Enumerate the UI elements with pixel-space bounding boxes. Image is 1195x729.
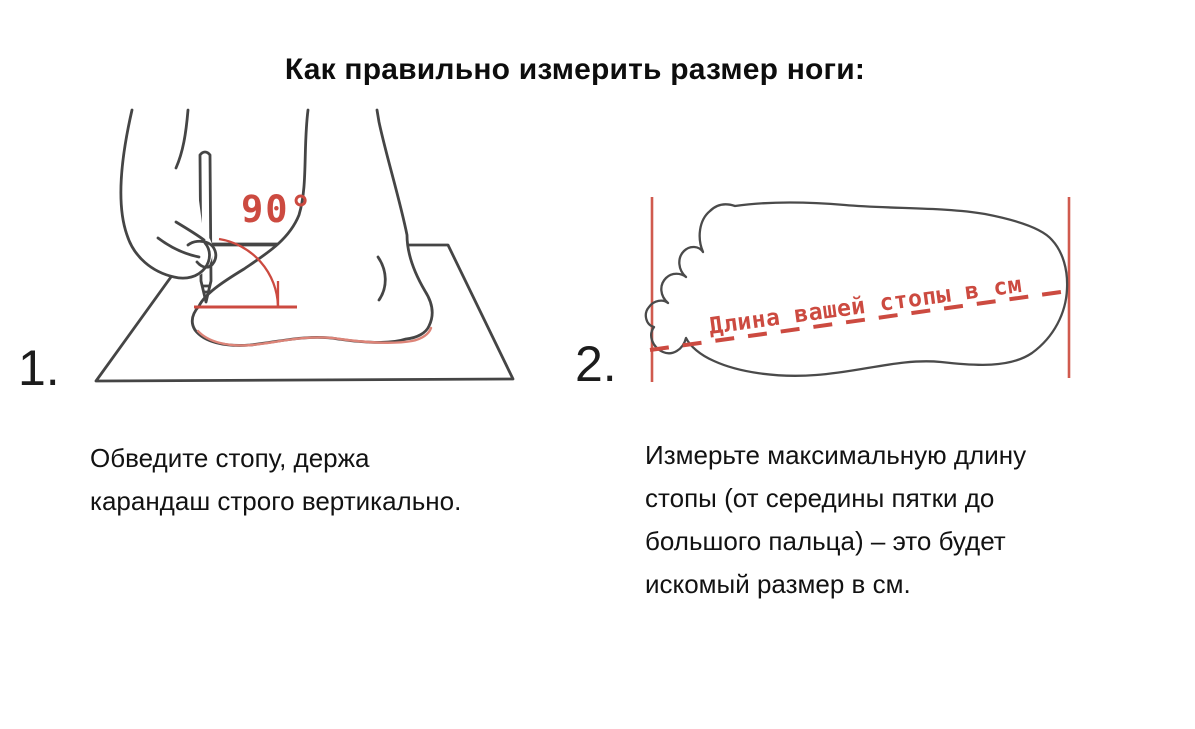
measure-label: Длина вашей стопы в см xyxy=(707,271,1024,340)
step1-number: 1. xyxy=(18,340,60,396)
step1-illustration xyxy=(0,105,560,405)
step1-caption: Обведите стопу, держа карандаш строго вертикально. xyxy=(90,443,462,516)
step2-number: 2. xyxy=(575,336,617,392)
step2-caption: Измерьте максимальную длину стопы (от середины пятки до большого пальца) – это будет искомый размер в см. xyxy=(645,440,1027,599)
step2-illustration xyxy=(600,178,1120,393)
page-title: Как правильно измерить размер ноги: xyxy=(284,53,866,86)
angle-label: 90° xyxy=(241,188,314,231)
